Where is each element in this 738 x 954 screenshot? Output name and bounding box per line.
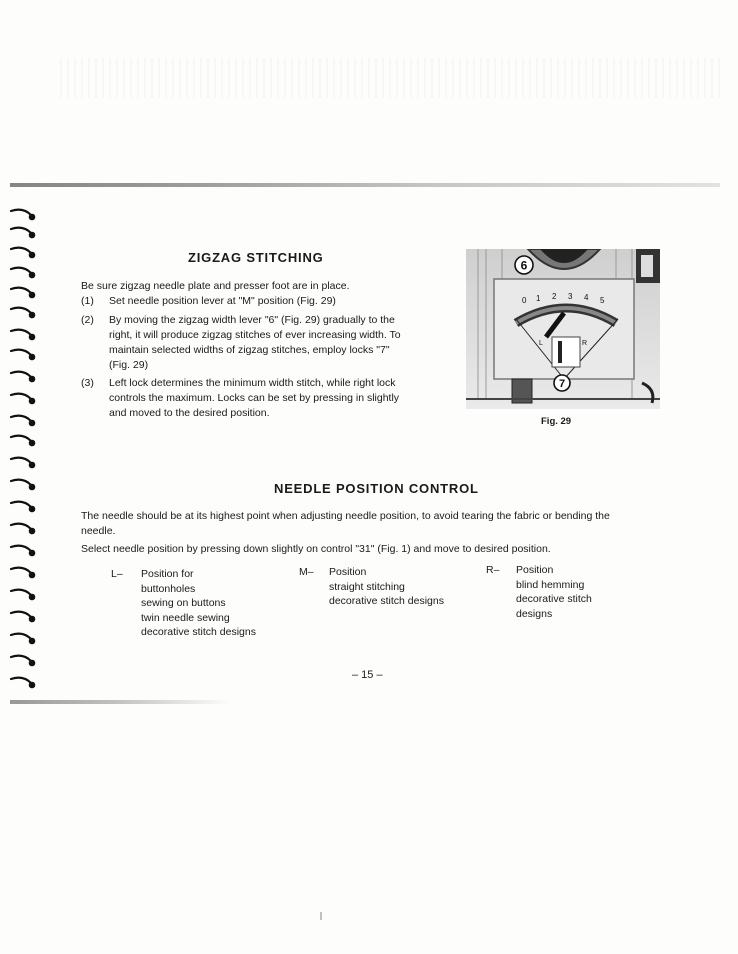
list-item: sewing on buttons xyxy=(141,597,226,609)
scale-1: 1 xyxy=(536,294,541,303)
section-title-needle-position: NEEDLE POSITION CONTROL xyxy=(274,481,479,496)
spiral-binding xyxy=(8,205,40,695)
scale-3: 3 xyxy=(568,292,573,301)
callout-width-lever: 6 xyxy=(520,258,528,273)
section-title-zigzag: ZIGZAG STITCHING xyxy=(188,250,324,265)
list-item: twin needle sewing xyxy=(141,611,230,624)
position-mark: L– xyxy=(111,568,123,580)
step-text xyxy=(109,376,439,421)
position-list xyxy=(329,565,444,609)
callout-lock: 7 xyxy=(558,378,566,390)
zigzag-intro: Be sure zigzag needle plate and presser foot are in place. xyxy=(81,280,350,292)
page-top-edge xyxy=(10,183,720,187)
step-line: right, it will produce zigzag stitches of ever increasing width. To xyxy=(109,329,401,341)
scale-5: 5 xyxy=(600,296,605,305)
lever-left-mark: L xyxy=(539,340,543,347)
page-bottom-edge xyxy=(10,700,230,704)
step-line: and moved to the desired position. xyxy=(109,407,270,419)
step-number: (3) xyxy=(81,377,94,389)
position-mark: R– xyxy=(486,564,500,576)
needle-para-2: Select needle position by pressing down slightly on control "31" (Fig. 1) and move to desired position. xyxy=(81,543,551,555)
list-item: decorative stitch designs xyxy=(329,595,444,607)
step-number: (2) xyxy=(81,314,94,326)
para-line: The needle should be at its highest point when adjusting needle position, to avoid tearing the fabric or bending the xyxy=(81,510,610,522)
lever-right-mark: R xyxy=(582,340,588,347)
scale-2: 2 xyxy=(552,292,557,301)
list-item: straight stitching xyxy=(329,580,405,593)
position-mark: M– xyxy=(299,566,314,578)
step-line: By moving the zigzag width lever "6" (Fig. 29) gradually to the xyxy=(109,314,395,326)
step-text xyxy=(109,313,439,373)
step-number: (1) xyxy=(81,295,94,307)
page-number: – 15 – xyxy=(352,669,383,681)
step-line: Left lock determines the minimum width stitch, while right lock xyxy=(109,377,396,389)
scale-0: 0 xyxy=(522,296,527,305)
list-item: decorative stitch designs xyxy=(141,626,256,638)
list-item: Position xyxy=(516,564,554,576)
scale-4: 4 xyxy=(584,293,589,302)
step-line: controls the maximum. Locks can be set by pressing in slightly xyxy=(109,392,400,404)
position-list xyxy=(141,567,256,640)
step-text xyxy=(109,294,336,309)
step-line: (Fig. 29) xyxy=(109,359,149,371)
position-list xyxy=(516,563,592,621)
step-line: maintain selected widths of zigzag stitches, employ locks "7" xyxy=(109,344,390,356)
list-item: Position for xyxy=(141,568,194,580)
scan-noise xyxy=(60,58,720,98)
scan-mark xyxy=(320,912,322,920)
figure-29-photo xyxy=(466,249,660,419)
list-item: buttonholes xyxy=(141,582,196,595)
list-item: blind hemming xyxy=(516,578,585,591)
list-item: designs xyxy=(516,607,553,620)
step-line: Set needle position lever at "M" position (Fig. 29) xyxy=(109,295,336,307)
figure-caption: Fig. 29 xyxy=(541,416,572,427)
list-item: Position xyxy=(329,566,367,578)
list-item: decorative stitch xyxy=(516,593,592,605)
para-line: needle. xyxy=(81,525,116,537)
needle-para-1 xyxy=(81,509,661,539)
